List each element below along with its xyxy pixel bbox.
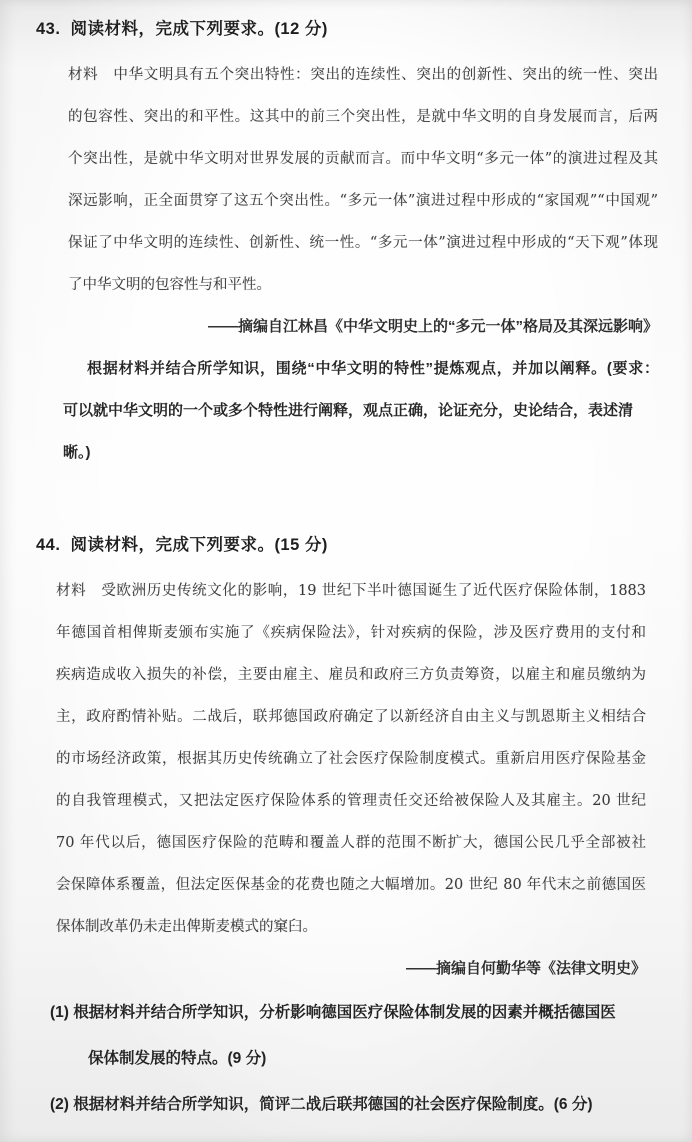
material-line: 了中华文明的包容性与和平性。 [68, 277, 271, 293]
material-line: 70 年代以后，德国医疗保险的范畴和覆盖人群的范围不断扩大，德国公民几乎全部被社 [56, 835, 646, 851]
material-line: 疾病造成收入损失的补偿，主要由雇主、雇员和政府三方负责筹资，以雇主和雇员缴纳为 [56, 667, 646, 683]
material-line: 个突出性，是就中华文明对世界发展的贡献而言。而中华文明“多元一体”的演进过程及其 [68, 151, 658, 167]
question-44 [0, 528, 692, 1128]
material-line: 主，政府酌情补贴。二战后，联邦德国政府确定了以新经济自由主义与凯恩斯主义相结合 [56, 709, 646, 725]
question-43-task [63, 348, 659, 461]
question-44-subquestions [50, 990, 656, 1128]
material-line: 的包容性、突出的和平性。这其中的前三个突出性，是就中华文明的自身发展而言，后两 [68, 109, 658, 125]
material-line: 材料 中华文明具有五个突出特性：突出的连续性、突出的创新性、突出的统一性、突出 [68, 67, 658, 83]
question-43 [0, 12, 692, 461]
material-line: 材料 受欧洲历史传统文化的影响，19 世纪下半叶德国诞生了近代医疗保险体制，1883 [56, 583, 646, 599]
question-43-source-attribution: ——摘编自江林昌《中华文明史上的“多元一体”格局及其深远影响》 [207, 318, 658, 335]
subquestion-1-continuation: 保体制发展的特点。(9 分) [88, 1050, 267, 1067]
question-44-material [56, 570, 646, 990]
subquestion-1-line: (1) 根据材料并结合所学知识，分析影响德国医疗保险体制发展的因素并概括德国医 [50, 1004, 616, 1021]
question-44-stem-text: 阅读材料，完成下列要求。(15 分) [70, 536, 328, 554]
question-43-stem [36, 12, 692, 54]
question-44-stem [36, 528, 692, 570]
material-line: 深远影响，正全面贯穿了这五个突出性。“多元一体”演进过程中形成的“家国观”“中国观” [68, 193, 658, 209]
material-line: 年德国首相俾斯麦颁布实施了《疾病保险法》，针对疾病的保险，涉及医疗费用的支付和 [56, 625, 646, 641]
question-43-stem-text: 阅读材料，完成下列要求。(12 分) [70, 20, 328, 38]
subquestion-2-line: (2) 根据材料并结合所学知识，简评二战后联邦德国的社会医疗保险制度。(6 分) [50, 1096, 593, 1113]
question-gap [0, 432, 692, 528]
question-44-number: 44. [36, 536, 61, 554]
question-44-source-attribution: ——摘编自何勤华等《法律文明史》 [405, 960, 646, 977]
question-43-number: 43. [36, 20, 61, 38]
material-line: 的自我管理模式，又把法定医疗保险体系的管理责任交还给被保险人及其雇主。20 世纪 [56, 793, 646, 809]
material-line: 的市场经济政策，根据其历史传统确立了社会医疗保险制度模式。重新启用医疗保险基金 [56, 751, 646, 767]
material-line: 保体制改革仍未走出俾斯麦模式的窠臼。 [56, 919, 317, 935]
material-line: 会保障体系覆盖，但法定医保基金的花费也随之大幅增加。20 世纪 80 年代末之前德国医 [56, 877, 646, 893]
task-line: 可以就中华文明的一个或多个特性进行阐释，观点正确，论证充分，史论结合，表述清晰。) [63, 402, 634, 461]
material-line: 保证了中华文明的连续性、创新性、统一性。“多元一体”演进过程中形成的“天下观”体现 [68, 235, 658, 251]
question-43-material [68, 54, 658, 348]
task-line: 根据材料并结合所学知识，围绕“中华文明的特性”提炼观点，并加以阐释。(要求： [87, 360, 659, 377]
